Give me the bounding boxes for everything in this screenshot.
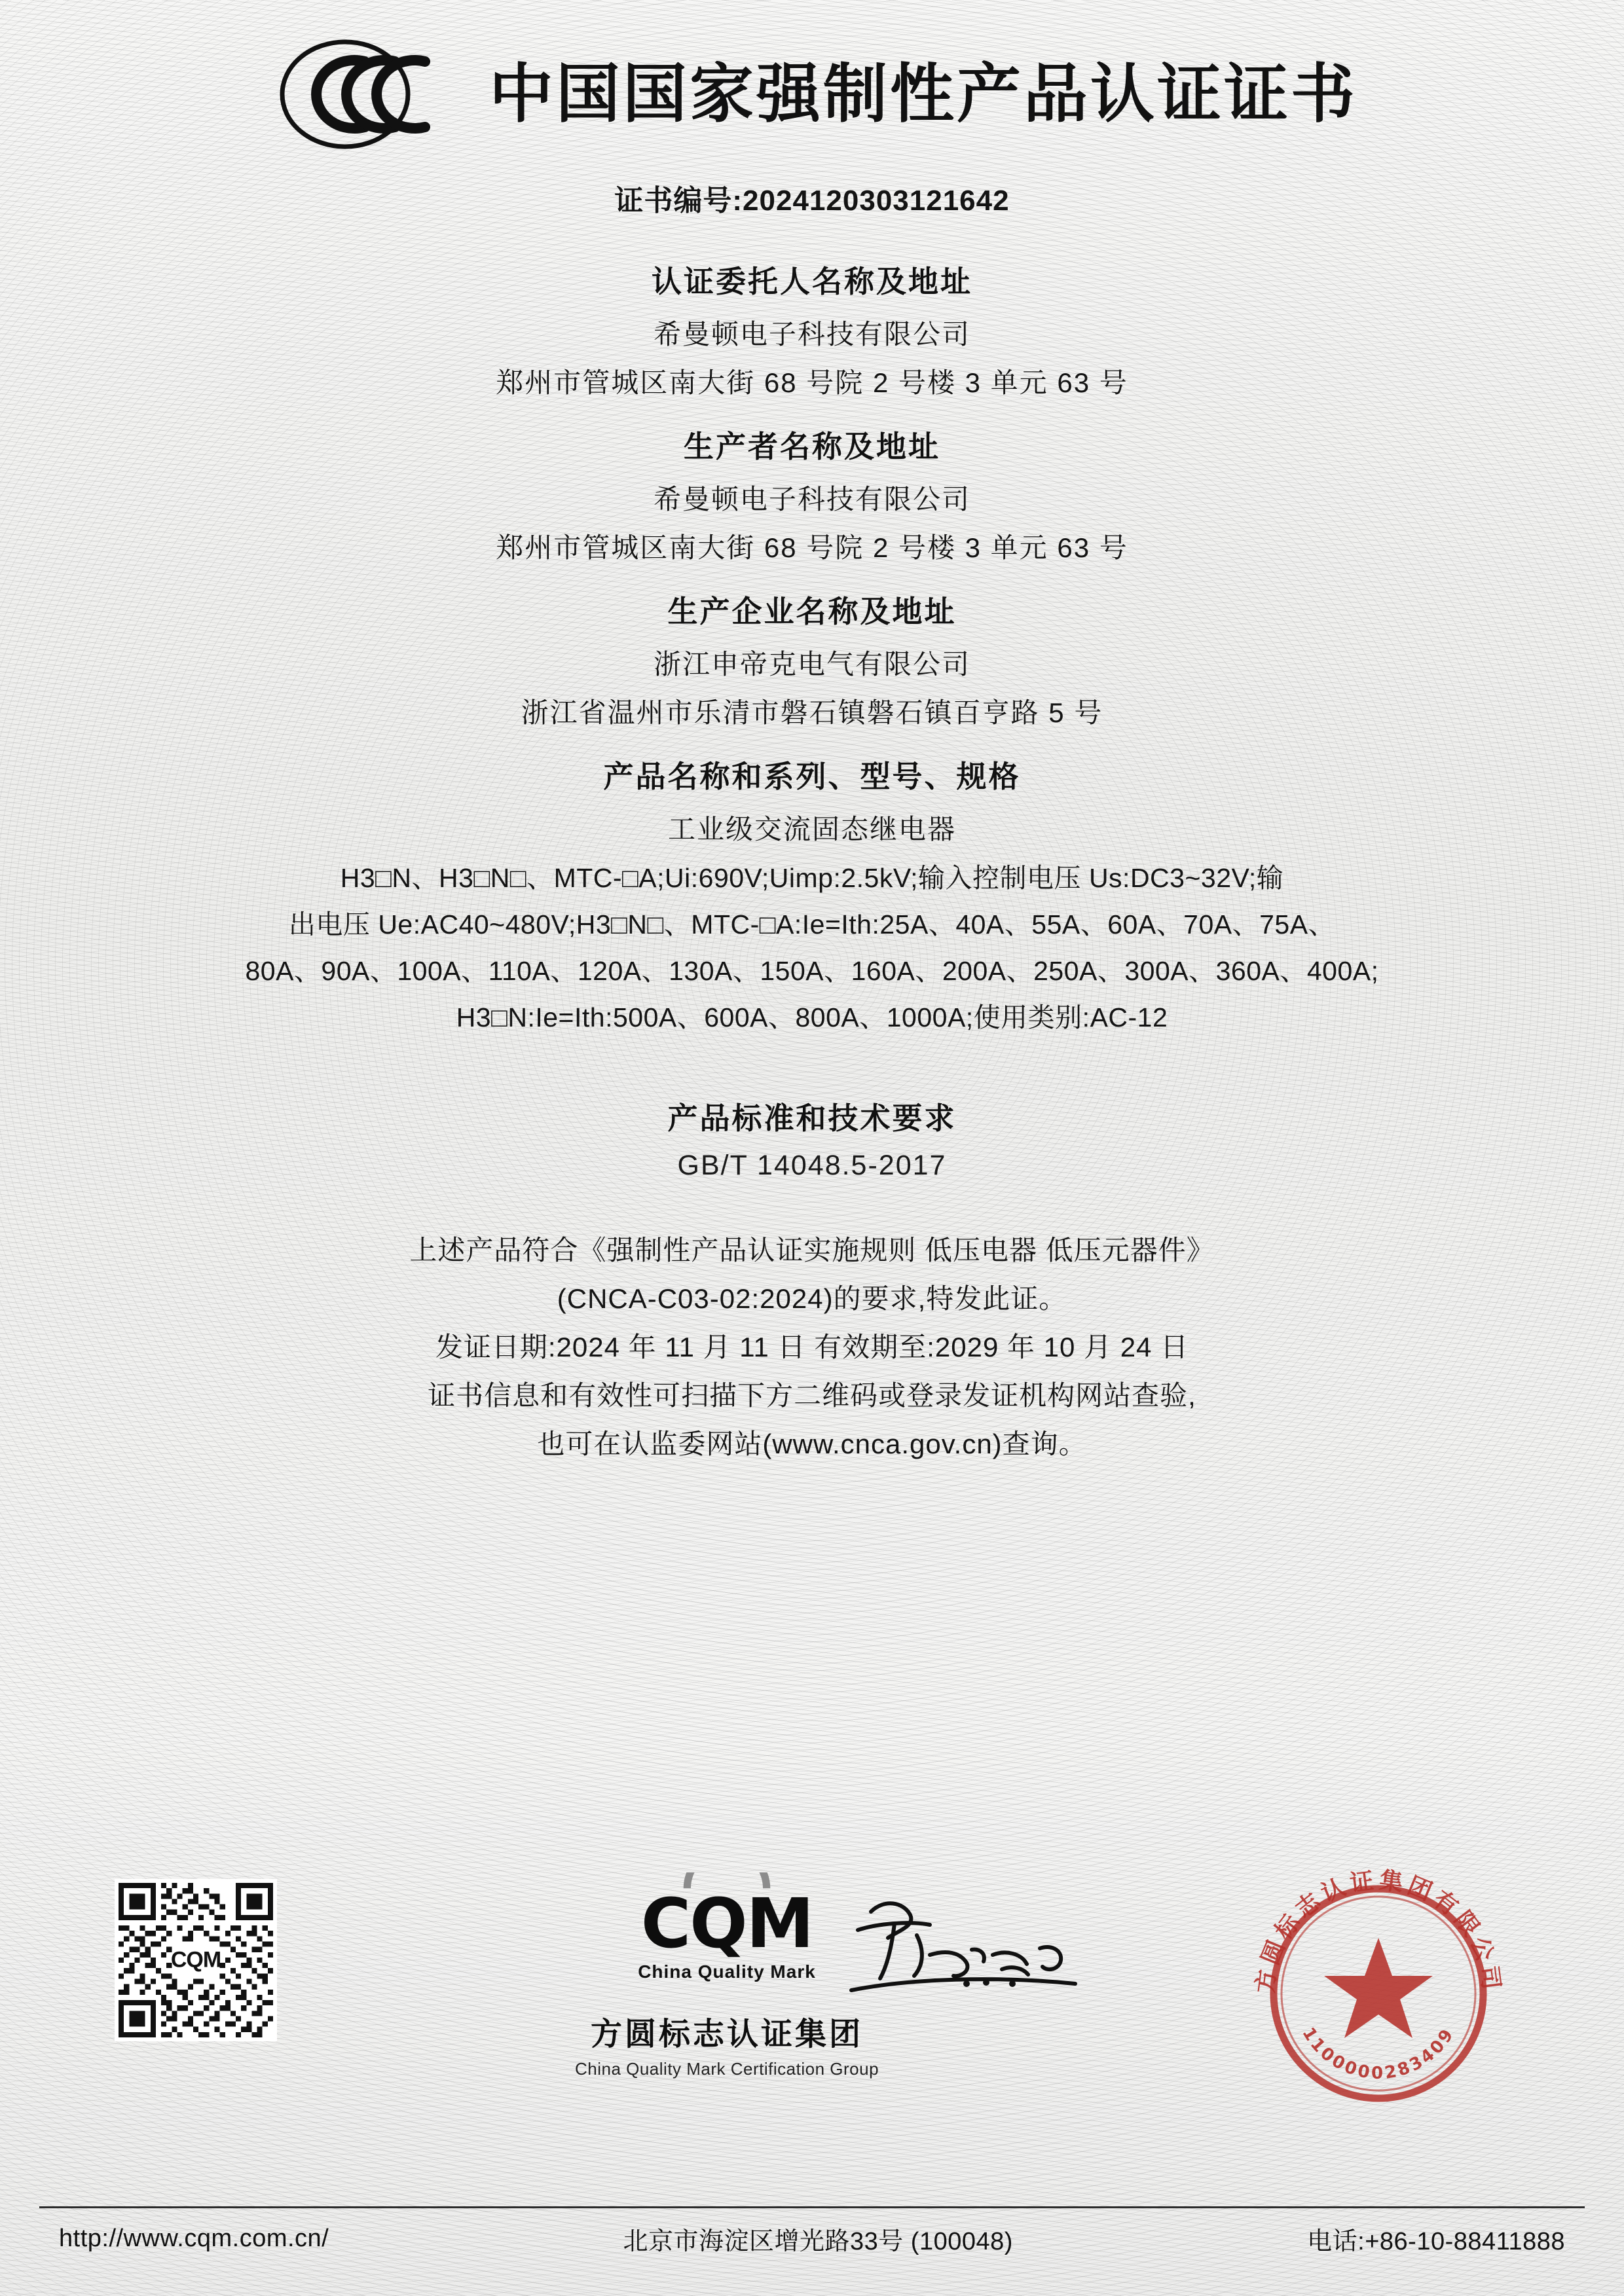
section-heading-manufacturer: 生产企业名称及地址 xyxy=(667,594,957,629)
footer-phone: 电话:+86-10-88411888 xyxy=(1307,2228,1565,2255)
statement-line-4: 证书信息和有效性可扫描下方二维码或登录发证机构网站查验, xyxy=(428,1380,1196,1411)
footer-website[interactable]: http://www.cqm.com.cn/ xyxy=(59,2225,329,2252)
statement-line-2: (CNCA-C03-02:2024)的要求,特发此证。 xyxy=(557,1283,1067,1314)
statement-line-5: 也可在认监委网站(www.cnca.gov.cn)查询。 xyxy=(537,1429,1087,1459)
qr-code[interactable] xyxy=(115,1879,277,2041)
issuer-name-en: China Quality Mark Certification Group xyxy=(574,2059,879,2079)
ccc-logo-icon xyxy=(267,35,463,153)
statement-line-1: 上述产品符合《强制性产品认证实施规则 低压电器 低压元器件》 xyxy=(409,1235,1215,1266)
product-spec-line-4: H3□N:Ie=Ith:500A、600A、800A、1000A;使用类别:AC-12 xyxy=(456,1002,1168,1032)
issuer-name-cn: 方圆标志认证集团 xyxy=(590,2017,863,2052)
section-heading-applicant: 认证委托人名称及地址 xyxy=(652,264,972,299)
certificate-number: 证书编号:2024120303121642 xyxy=(614,185,1010,217)
cqm-logo-subtitle: China Quality Mark xyxy=(638,1961,816,1982)
certificate-body xyxy=(39,236,1585,1471)
product-spec-line-1: H3□N、H3□N□、MTC-□A;Ui:690V;Uimp:2.5kV;输入控制电压 Us:DC3~32V;输 xyxy=(340,863,1284,893)
manufacturer-name: 浙江申帝克电气有限公司 xyxy=(653,649,970,680)
section-heading-standard: 产品标准和技术要求 xyxy=(667,1101,957,1135)
footer-bar xyxy=(59,2221,1565,2257)
section-heading-product: 产品名称和系列、型号、规格 xyxy=(603,759,1021,793)
manufacturer-address: 浙江省温州市乐清市磐石镇磐石镇百亨路 5 号 xyxy=(521,697,1103,728)
statement-dates: 发证日期:2024 年 11 月 11 日 有效期至:2029 年 10 月 24 日 xyxy=(435,1332,1189,1362)
signature-icon xyxy=(832,1892,1107,2016)
page-title: 中国国家强制性产品认证证书 xyxy=(489,57,1357,132)
spacer xyxy=(39,1042,1585,1072)
footer-address: 北京市海淀区增光路33号 (100048) xyxy=(623,2228,1013,2255)
cqm-logo-text: CQM xyxy=(640,1884,813,1963)
producer-address: 郑州市管城区南大街 68 号院 2 号楼 3 单元 63 号 xyxy=(496,532,1128,563)
svg-text:1100000283409 xyxy=(1298,2024,1458,2083)
certificate-footer-zone xyxy=(0,1853,1624,2206)
qr-center-label: CQM xyxy=(170,1947,221,1973)
seal-text-bottom: 1100000283409 xyxy=(1298,2024,1459,2083)
product-spec-line-2: 出电压 Ue:AC40~480V;H3□N□、MTC-□A:Ie=Ith:25A、40A、55A、60A、70A、75A、 xyxy=(288,909,1336,939)
product-spec-line-3: 80A、90A、100A、110A、120A、130A、150A、160A、200A、250A、300A、360A、400A; xyxy=(245,956,1379,986)
official-seal xyxy=(1238,1853,1519,2134)
spacer xyxy=(39,1190,1585,1220)
applicant-address: 郑州市管城区南大街 68 号院 2 号楼 3 单元 63 号 xyxy=(496,367,1128,398)
footer-divider xyxy=(39,2206,1585,2208)
certificate-header xyxy=(0,35,1624,153)
section-heading-producer: 生产者名称及地址 xyxy=(684,429,940,464)
applicant-name: 希曼顿电子科技有限公司 xyxy=(653,319,970,350)
seal-text-top: 方圆标志认证集团有限公司 xyxy=(1251,1867,1505,1995)
product-name: 工业级交流固态继电器 xyxy=(667,814,956,845)
standard-value: GB/T 14048.5-2017 xyxy=(677,1150,947,1181)
producer-name: 希曼顿电子科技有限公司 xyxy=(653,484,970,515)
